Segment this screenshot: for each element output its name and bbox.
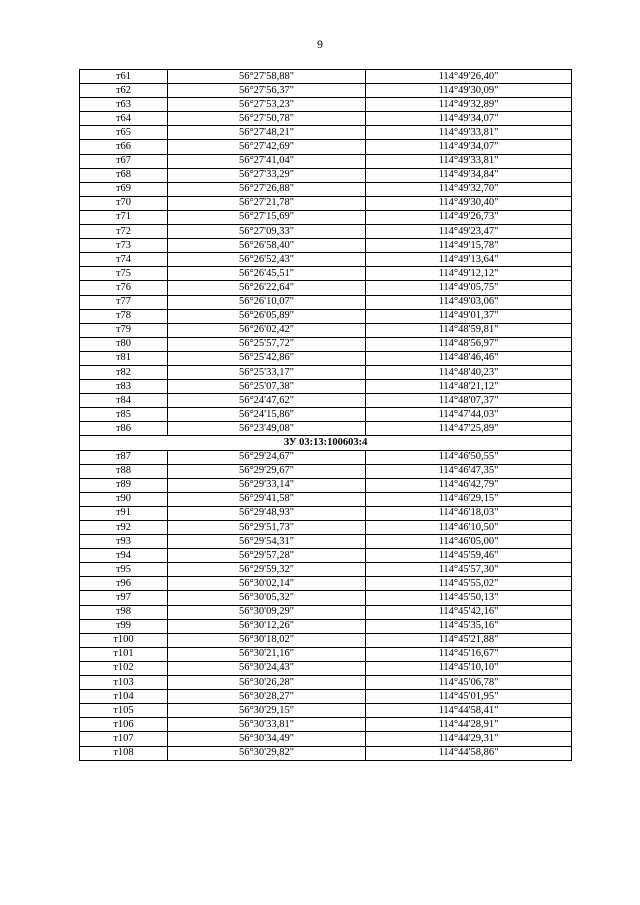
latitude-cell: 56°30'18,02" bbox=[168, 633, 366, 647]
point-id-cell: т74 bbox=[80, 253, 168, 267]
point-id-cell: т102 bbox=[80, 661, 168, 675]
latitude-cell: 56°26'10,07" bbox=[168, 295, 366, 309]
point-id-cell: т89 bbox=[80, 478, 168, 492]
latitude-cell: 56°25'33,17" bbox=[168, 365, 366, 379]
longitude-cell: 114°49'33,81" bbox=[366, 126, 572, 140]
point-id-cell: т104 bbox=[80, 690, 168, 704]
longitude-cell: 114°49'30,40" bbox=[366, 196, 572, 210]
point-id-cell: т95 bbox=[80, 563, 168, 577]
latitude-cell: 56°27'33,29" bbox=[168, 168, 366, 182]
latitude-cell: 56°27'53,23" bbox=[168, 98, 366, 112]
table-row bbox=[80, 196, 572, 210]
point-id-cell: т65 bbox=[80, 126, 168, 140]
table-row bbox=[80, 605, 572, 619]
point-id-cell: т71 bbox=[80, 210, 168, 224]
table-row bbox=[80, 746, 572, 760]
page-number: 9 bbox=[317, 37, 323, 51]
table-row bbox=[80, 591, 572, 605]
latitude-cell: 56°29'24,67" bbox=[168, 450, 366, 464]
table-row bbox=[80, 267, 572, 281]
point-id-cell: т78 bbox=[80, 309, 168, 323]
table-row bbox=[80, 168, 572, 182]
table-row bbox=[80, 394, 572, 408]
point-id-cell: т70 bbox=[80, 196, 168, 210]
latitude-cell: 56°25'42,86" bbox=[168, 351, 366, 365]
coordinates-table-body bbox=[80, 70, 572, 761]
latitude-cell: 56°30'29,82" bbox=[168, 746, 366, 760]
point-id-cell: т101 bbox=[80, 647, 168, 661]
longitude-cell: 114°49'13,64" bbox=[366, 253, 572, 267]
latitude-cell: 56°26'45,51" bbox=[168, 267, 366, 281]
latitude-cell: 56°23'49,08" bbox=[168, 422, 366, 436]
point-id-cell: т93 bbox=[80, 535, 168, 549]
point-id-cell: т96 bbox=[80, 577, 168, 591]
latitude-cell: 56°27'21,78" bbox=[168, 196, 366, 210]
point-id-cell: т106 bbox=[80, 718, 168, 732]
latitude-cell: 56°29'29,67" bbox=[168, 464, 366, 478]
latitude-cell: 56°29'41,58" bbox=[168, 492, 366, 506]
latitude-cell: 56°26'22,64" bbox=[168, 281, 366, 295]
longitude-cell: 114°48'59,81" bbox=[366, 323, 572, 337]
table-row bbox=[80, 126, 572, 140]
table-row bbox=[80, 464, 572, 478]
table-row bbox=[80, 521, 572, 535]
point-id-cell: т68 bbox=[80, 168, 168, 182]
point-id-cell: т67 bbox=[80, 154, 168, 168]
longitude-cell: 114°46'29,15" bbox=[366, 492, 572, 506]
longitude-cell: 114°44'28,91" bbox=[366, 718, 572, 732]
latitude-cell: 56°27'50,78" bbox=[168, 112, 366, 126]
point-id-cell: т108 bbox=[80, 746, 168, 760]
table-row bbox=[80, 422, 572, 436]
longitude-cell: 114°49'26,73" bbox=[366, 210, 572, 224]
table-row bbox=[80, 732, 572, 746]
table-row bbox=[80, 690, 572, 704]
latitude-cell: 56°26'58,40" bbox=[168, 239, 366, 253]
latitude-cell: 56°30'12,26" bbox=[168, 619, 366, 633]
point-id-cell: т85 bbox=[80, 408, 168, 422]
longitude-cell: 114°46'42,79" bbox=[366, 478, 572, 492]
point-id-cell: т92 bbox=[80, 521, 168, 535]
point-id-cell: т76 bbox=[80, 281, 168, 295]
longitude-cell: 114°49'34,07" bbox=[366, 112, 572, 126]
point-id-cell: т107 bbox=[80, 732, 168, 746]
longitude-cell: 114°48'46,46" bbox=[366, 351, 572, 365]
latitude-cell: 56°27'15,69" bbox=[168, 210, 366, 224]
table-row bbox=[80, 450, 572, 464]
point-id-cell: т88 bbox=[80, 464, 168, 478]
latitude-cell: 56°30'34,49" bbox=[168, 732, 366, 746]
table-row bbox=[80, 182, 572, 196]
table-row bbox=[80, 478, 572, 492]
point-id-cell: т80 bbox=[80, 337, 168, 351]
table-row bbox=[80, 70, 572, 84]
table-row bbox=[80, 365, 572, 379]
point-id-cell: т64 bbox=[80, 112, 168, 126]
longitude-cell: 114°48'07,37" bbox=[366, 394, 572, 408]
table-row bbox=[80, 535, 572, 549]
table-row bbox=[80, 295, 572, 309]
point-id-cell: т98 bbox=[80, 605, 168, 619]
table-row bbox=[80, 676, 572, 690]
table-row bbox=[80, 506, 572, 520]
longitude-cell: 114°49'34,84" bbox=[366, 168, 572, 182]
longitude-cell: 114°47'44,03" bbox=[366, 408, 572, 422]
point-id-cell: т84 bbox=[80, 394, 168, 408]
longitude-cell: 114°44'29,31" bbox=[366, 732, 572, 746]
longitude-cell: 114°49'23,47" bbox=[366, 225, 572, 239]
longitude-cell: 114°49'01,37" bbox=[366, 309, 572, 323]
table-row bbox=[80, 408, 572, 422]
point-id-cell: т86 bbox=[80, 422, 168, 436]
longitude-cell: 114°45'50,13" bbox=[366, 591, 572, 605]
longitude-cell: 114°45'35,16" bbox=[366, 619, 572, 633]
point-id-cell: т83 bbox=[80, 380, 168, 394]
table-row bbox=[80, 323, 572, 337]
latitude-cell: 56°26'05,89" bbox=[168, 309, 366, 323]
table-row bbox=[80, 84, 572, 98]
longitude-cell: 114°46'18,03" bbox=[366, 506, 572, 520]
table-row bbox=[80, 112, 572, 126]
table-row bbox=[80, 661, 572, 675]
longitude-cell: 114°46'05,00" bbox=[366, 535, 572, 549]
table-row bbox=[80, 718, 572, 732]
table-row bbox=[80, 492, 572, 506]
latitude-cell: 56°24'15,86" bbox=[168, 408, 366, 422]
point-id-cell: т73 bbox=[80, 239, 168, 253]
longitude-cell: 114°45'42,16" bbox=[366, 605, 572, 619]
table-row bbox=[80, 563, 572, 577]
longitude-cell: 114°49'32,70" bbox=[366, 182, 572, 196]
coordinates-table bbox=[79, 69, 572, 761]
point-id-cell: т63 bbox=[80, 98, 168, 112]
longitude-cell: 114°45'21,88" bbox=[366, 633, 572, 647]
latitude-cell: 56°27'26,88" bbox=[168, 182, 366, 196]
longitude-cell: 114°47'25,89" bbox=[366, 422, 572, 436]
longitude-cell: 114°49'12,12" bbox=[366, 267, 572, 281]
latitude-cell: 56°30'05,32" bbox=[168, 591, 366, 605]
point-id-cell: т103 bbox=[80, 676, 168, 690]
latitude-cell: 56°29'59,32" bbox=[168, 563, 366, 577]
table-row bbox=[80, 351, 572, 365]
latitude-cell: 56°27'56,37" bbox=[168, 84, 366, 98]
longitude-cell: 114°48'21,12" bbox=[366, 380, 572, 394]
longitude-cell: 114°45'16,67" bbox=[366, 647, 572, 661]
longitude-cell: 114°48'40,23" bbox=[366, 365, 572, 379]
table-row bbox=[80, 140, 572, 154]
section-heading: ЗУ 03:13:100603:4 bbox=[80, 436, 572, 450]
point-id-cell: т66 bbox=[80, 140, 168, 154]
latitude-cell: 56°30'28,27" bbox=[168, 690, 366, 704]
table-row bbox=[80, 647, 572, 661]
longitude-cell: 114°49'26,40" bbox=[366, 70, 572, 84]
longitude-cell: 114°44'58,41" bbox=[366, 704, 572, 718]
point-id-cell: т90 bbox=[80, 492, 168, 506]
table-row bbox=[80, 225, 572, 239]
point-id-cell: т82 bbox=[80, 365, 168, 379]
longitude-cell: 114°49'03,06" bbox=[366, 295, 572, 309]
latitude-cell: 56°29'54,31" bbox=[168, 535, 366, 549]
table-row bbox=[80, 380, 572, 394]
point-id-cell: т62 bbox=[80, 84, 168, 98]
longitude-cell: 114°49'05,75" bbox=[366, 281, 572, 295]
point-id-cell: т79 bbox=[80, 323, 168, 337]
longitude-cell: 114°45'55,02" bbox=[366, 577, 572, 591]
latitude-cell: 56°30'21,16" bbox=[168, 647, 366, 661]
latitude-cell: 56°30'24,43" bbox=[168, 661, 366, 675]
latitude-cell: 56°25'07,38" bbox=[168, 380, 366, 394]
table-row bbox=[80, 154, 572, 168]
latitude-cell: 56°24'47,62" bbox=[168, 394, 366, 408]
table-row bbox=[80, 253, 572, 267]
latitude-cell: 56°29'57,28" bbox=[168, 549, 366, 563]
longitude-cell: 114°48'56,97" bbox=[366, 337, 572, 351]
point-id-cell: т87 bbox=[80, 450, 168, 464]
point-id-cell: т100 bbox=[80, 633, 168, 647]
table-row bbox=[80, 281, 572, 295]
longitude-cell: 114°49'34,07" bbox=[366, 140, 572, 154]
longitude-cell: 114°46'50,55" bbox=[366, 450, 572, 464]
longitude-cell: 114°45'06,78" bbox=[366, 676, 572, 690]
longitude-cell: 114°49'15,78" bbox=[366, 239, 572, 253]
longitude-cell: 114°45'59,46" bbox=[366, 549, 572, 563]
latitude-cell: 56°27'48,21" bbox=[168, 126, 366, 140]
longitude-cell: 114°45'01,95" bbox=[366, 690, 572, 704]
table-row bbox=[80, 98, 572, 112]
latitude-cell: 56°30'26,28" bbox=[168, 676, 366, 690]
point-id-cell: т91 bbox=[80, 506, 168, 520]
latitude-cell: 56°29'33,14" bbox=[168, 478, 366, 492]
point-id-cell: т81 bbox=[80, 351, 168, 365]
longitude-cell: 114°45'10,10" bbox=[366, 661, 572, 675]
latitude-cell: 56°27'58,88" bbox=[168, 70, 366, 84]
latitude-cell: 56°30'29,15" bbox=[168, 704, 366, 718]
point-id-cell: т105 bbox=[80, 704, 168, 718]
point-id-cell: т75 bbox=[80, 267, 168, 281]
latitude-cell: 56°27'42,69" bbox=[168, 140, 366, 154]
point-id-cell: т61 bbox=[80, 70, 168, 84]
longitude-cell: 114°46'47,35" bbox=[366, 464, 572, 478]
longitude-cell: 114°46'10,50" bbox=[366, 521, 572, 535]
point-id-cell: т97 bbox=[80, 591, 168, 605]
latitude-cell: 56°30'02,14" bbox=[168, 577, 366, 591]
longitude-cell: 114°49'30,09" bbox=[366, 84, 572, 98]
longitude-cell: 114°45'57,30" bbox=[366, 563, 572, 577]
point-id-cell: т99 bbox=[80, 619, 168, 633]
table-row bbox=[80, 704, 572, 718]
section-heading-row bbox=[80, 436, 572, 450]
point-id-cell: т69 bbox=[80, 182, 168, 196]
table-row bbox=[80, 337, 572, 351]
latitude-cell: 56°30'09,29" bbox=[168, 605, 366, 619]
table-row bbox=[80, 577, 572, 591]
latitude-cell: 56°26'52,43" bbox=[168, 253, 366, 267]
table-row bbox=[80, 239, 572, 253]
table-row bbox=[80, 619, 572, 633]
longitude-cell: 114°44'58,86" bbox=[366, 746, 572, 760]
table-row bbox=[80, 309, 572, 323]
point-id-cell: т77 bbox=[80, 295, 168, 309]
latitude-cell: 56°26'02,42" bbox=[168, 323, 366, 337]
latitude-cell: 56°27'41,04" bbox=[168, 154, 366, 168]
table-row bbox=[80, 633, 572, 647]
latitude-cell: 56°30'33,81" bbox=[168, 718, 366, 732]
latitude-cell: 56°25'57,72" bbox=[168, 337, 366, 351]
table-row bbox=[80, 210, 572, 224]
longitude-cell: 114°49'32,89" bbox=[366, 98, 572, 112]
latitude-cell: 56°27'09,33" bbox=[168, 225, 366, 239]
latitude-cell: 56°29'51,73" bbox=[168, 521, 366, 535]
table-row bbox=[80, 549, 572, 563]
point-id-cell: т94 bbox=[80, 549, 168, 563]
longitude-cell: 114°49'33,81" bbox=[366, 154, 572, 168]
point-id-cell: т72 bbox=[80, 225, 168, 239]
latitude-cell: 56°29'48,93" bbox=[168, 506, 366, 520]
